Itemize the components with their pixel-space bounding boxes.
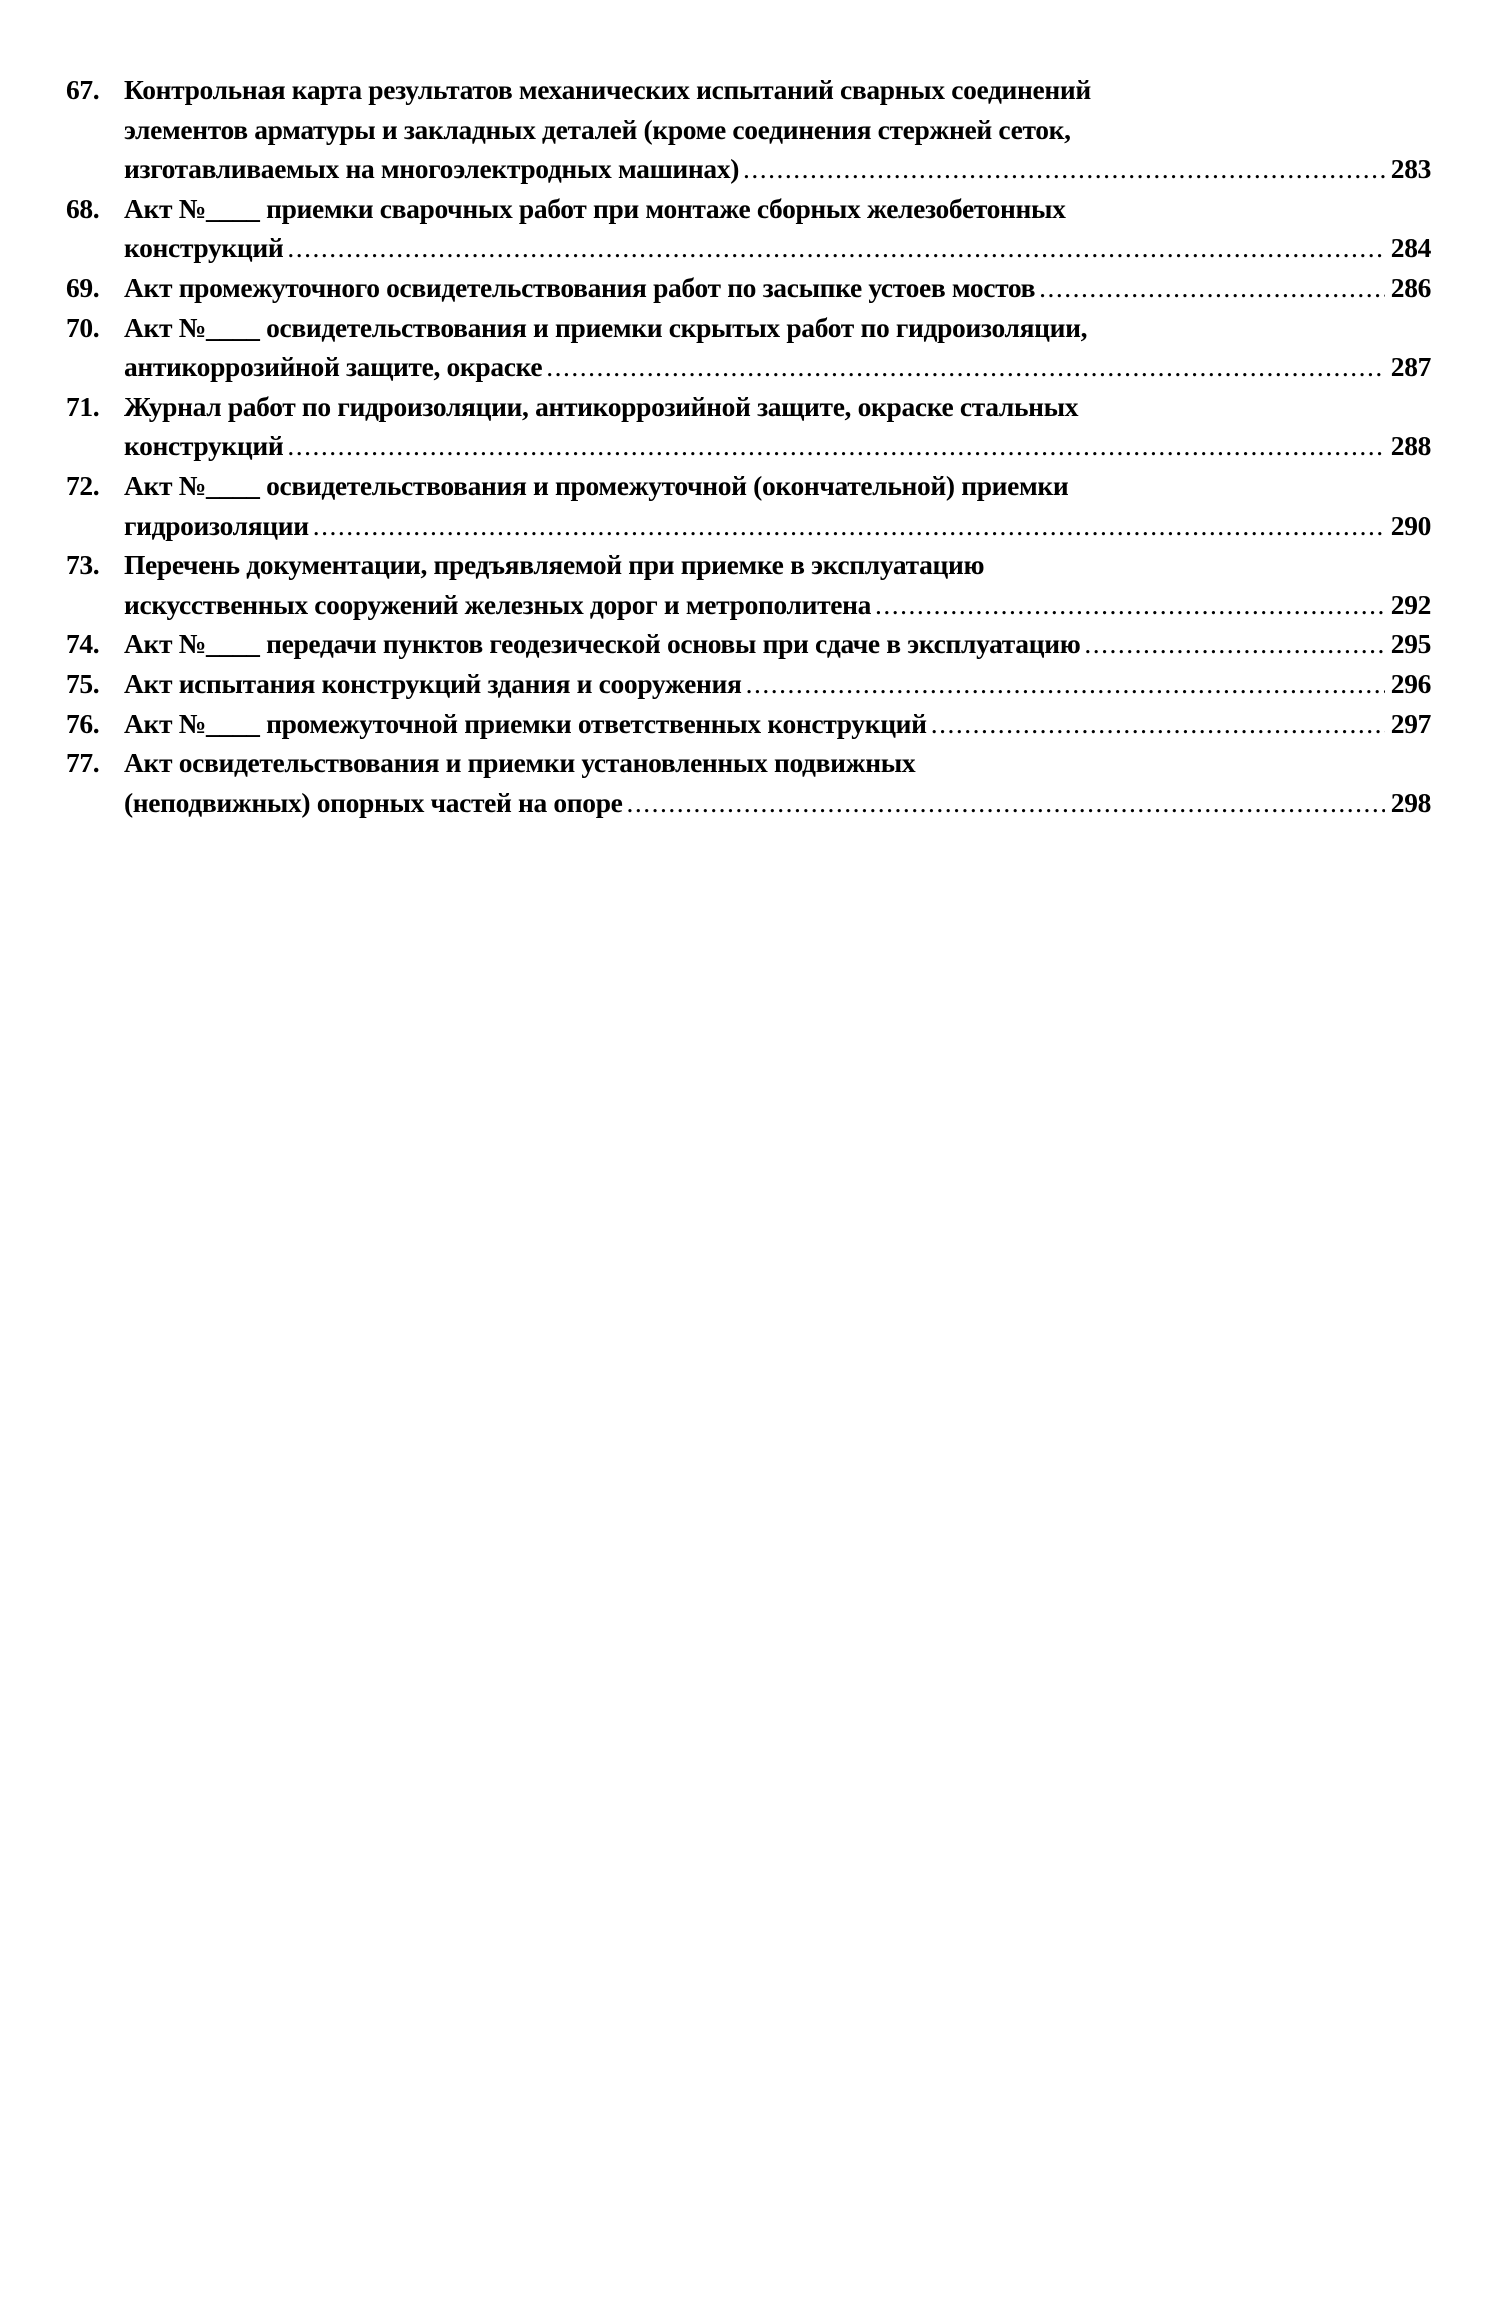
toc-entry-title-line: Акт №____ промежуточной приемки ответственных конструкций: [124, 707, 927, 739]
toc-entry: [66, 70, 1431, 189]
toc-entry-title-line: Акт №____ передачи пунктов геодезической основы при сдаче в эксплуатацию: [124, 628, 1081, 660]
dot-leader: [931, 704, 1385, 744]
toc-entry-number: 76.: [66, 707, 100, 739]
toc-entry-title-line: изготавливаемых на многоэлектродных машинах): [124, 153, 740, 185]
toc-entry-page-number: 284: [1390, 232, 1431, 264]
toc-entry-title-line: (неподвижных) опорных частей на опоре: [124, 786, 623, 818]
toc-entry-title-line: искусственных сооружений железных дорог и метрополитена: [124, 588, 871, 620]
toc-entry: [66, 624, 1431, 664]
dot-leader: [743, 149, 1385, 189]
toc-entry-title-line: гидроизоляции: [124, 509, 309, 541]
toc-entry-number: 77.: [66, 747, 100, 779]
toc-entry-page-number: 297: [1390, 707, 1431, 739]
toc-entry-page-number: 283: [1390, 153, 1431, 185]
toc-entry: [66, 268, 1431, 308]
toc-entry: [66, 387, 1431, 466]
toc-entry: [66, 704, 1431, 744]
toc-entry-title-line: конструкций: [124, 232, 284, 264]
dot-leader: [875, 585, 1385, 625]
toc-entry-title-line: Акт промежуточного освидетельствования работ по засыпке устоев мостов: [124, 271, 1036, 303]
toc-entry-page-number: 295: [1390, 628, 1431, 660]
toc-entry: [66, 743, 1431, 822]
toc-entry: [66, 545, 1431, 624]
toc-entry-title-line: Акт №____ приемки сварочных работ при монтаже сборных железобетонных: [124, 192, 1066, 224]
toc-entry-title-line: элементов арматуры и закладных деталей (кроме соединения стержней сеток,: [124, 113, 1071, 145]
toc-entry-title-line: антикоррозийной защите, окраске: [124, 351, 543, 383]
toc-entry: [66, 308, 1431, 387]
toc-entry-title-line: Контрольная карта результатов механических испытаний сварных соединений: [124, 74, 1091, 105]
toc-entry-number: 68.: [66, 192, 100, 224]
toc-entry-page-number: 298: [1390, 786, 1431, 818]
toc-entry-page-number: 287: [1390, 351, 1431, 383]
dot-leader: [313, 506, 1385, 546]
toc-entry-page-number: 288: [1390, 430, 1431, 462]
dot-leader: [1084, 624, 1385, 664]
toc-entry-title-line: Журнал работ по гидроизоляции, антикоррозийной защите, окраске стальных: [124, 390, 1079, 422]
toc-entry-title-line: Акт №____ освидетельствования и приемки скрытых работ по гидроизоляции,: [124, 311, 1088, 343]
toc-entry-number: 70.: [66, 311, 100, 343]
dot-leader: [546, 347, 1385, 387]
toc-entry-title-line: Перечень документации, предъявляемой при приемке в эксплуатацию: [124, 549, 985, 581]
dot-leader: [746, 664, 1385, 704]
toc-entry: [66, 664, 1431, 704]
toc-entry-title-line: Акт №____ освидетельствования и промежуточной (окончательной) приемки: [124, 469, 1069, 501]
toc-entry-page-number: 290: [1390, 509, 1431, 541]
toc-entry-title-line: Акт освидетельствования и приемки установленных подвижных: [124, 747, 916, 779]
toc-entry-title-line: Акт испытания конструкций здания и сооружения: [124, 667, 742, 699]
toc-entry-number: 75.: [66, 667, 100, 699]
dot-leader: [627, 783, 1386, 823]
toc-entry-number: 71.: [66, 390, 100, 422]
toc-entry-page-number: 296: [1390, 667, 1431, 699]
toc-entry-number: 72.: [66, 469, 100, 501]
toc-entry: [66, 466, 1431, 545]
table-of-contents: [66, 70, 1431, 822]
toc-entry-number: 73.: [66, 549, 100, 581]
dot-leader: [287, 426, 1385, 466]
toc-entry-page-number: 286: [1390, 271, 1431, 303]
toc-entry-title-line: конструкций: [124, 430, 284, 462]
toc-entry-number: 74.: [66, 628, 100, 660]
toc-entry-page-number: 292: [1390, 588, 1431, 620]
dot-leader: [1039, 268, 1385, 308]
toc-entry-number: 69.: [66, 271, 100, 303]
toc-entry-number: 67.: [66, 74, 100, 105]
toc-entry: [66, 189, 1431, 268]
dot-leader: [287, 228, 1385, 268]
